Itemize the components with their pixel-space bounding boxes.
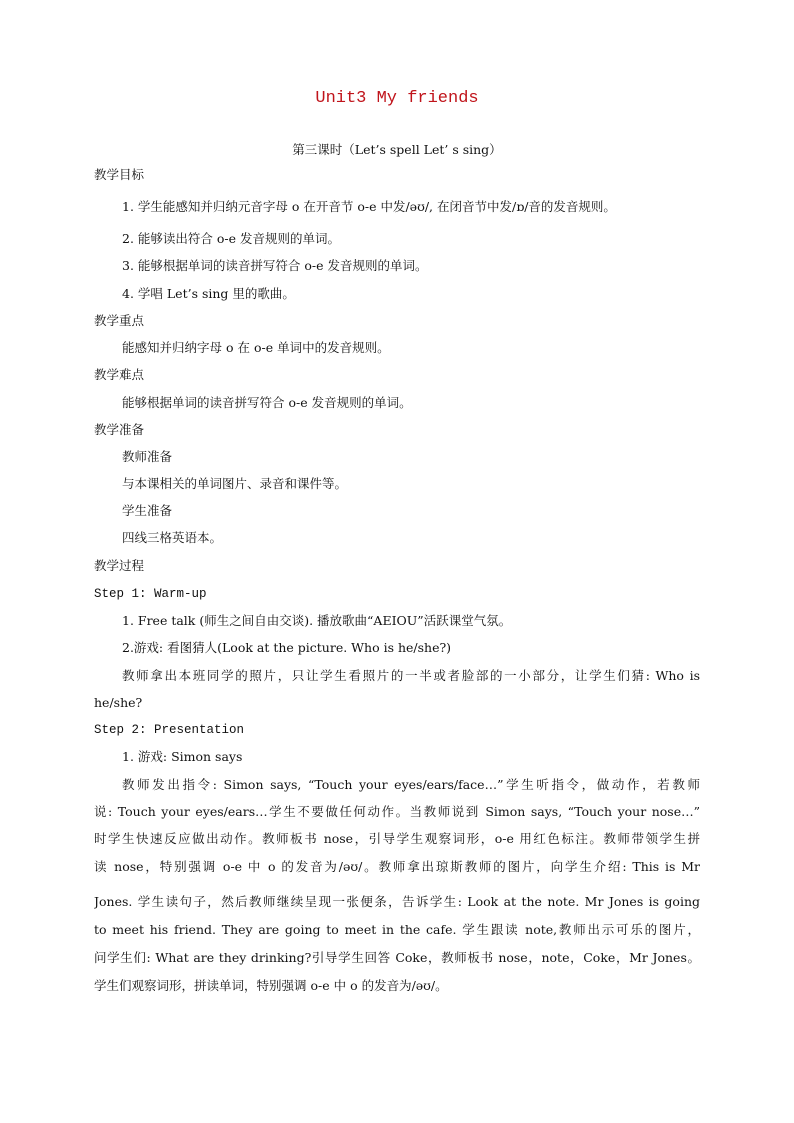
teacher-prep-text: 与本课相关的单词图片、录音和课件等。 xyxy=(122,476,348,491)
process-heading: 教学过程 xyxy=(94,558,145,573)
key-points-text: 能感知并归纳字母 o 在 o-e 单词中的发音规则。 xyxy=(122,340,390,355)
step2-paragraph-line: 读 nose，特别强调 o-e 中 o 的发音为/əʊ/。教师拿出琼斯教师的图片，向学生介绍: This is Mr xyxy=(94,859,700,874)
step1-item: 2.游戏: 看图猜人(Look at the picture. Who is he/she?) xyxy=(122,640,452,655)
step2-paragraph-line: 问学生们: What are they drinking?引导学生回答 Coke，教师板书 nose，note，Coke，Mr Jones。 xyxy=(94,950,700,965)
objective-item: 4. 学唱 Let’s sing 里的歌曲。 xyxy=(122,286,295,301)
preparation-heading: 教学准备 xyxy=(94,422,145,437)
objective-item: 2. 能够读出符合 o-e 发音规则的单词。 xyxy=(122,231,340,246)
step1-item: 1. Free talk (师生之间自由交谈). 播放歌曲“AEIOU”活跃课堂气氛。 xyxy=(122,613,512,628)
step1-paragraph-line: 教师拿出本班同学的照片，只让学生看照片的一半或者脸部的一小部分，让学生们猜: Who is xyxy=(122,668,700,683)
lesson-subtitle: 第三课时（Let’s spell Let’ s sing） xyxy=(292,142,502,157)
difficulties-text: 能够根据单词的读音拼写符合 o-e 发音规则的单词。 xyxy=(122,395,412,410)
step1-paragraph-line: he/she? xyxy=(94,695,143,710)
key-points-heading: 教学重点 xyxy=(94,313,145,328)
page-title: Unit3 My friends xyxy=(315,89,479,108)
step2-paragraph-line: 教师发出指令: Simon says, “Touch your eyes/ears/face…”学生听指令，做动作，若教师 xyxy=(122,777,700,792)
step1-title: Step 1: Warm-up xyxy=(94,587,207,601)
step2-paragraph-line: to meet his friend. They are going to meet in the cafe. 学生跟读 note,教师出示可乐的图片， xyxy=(94,922,700,937)
objective-item: 3. 能够根据单词的读音拼写符合 o-e 发音规则的单词。 xyxy=(122,258,428,273)
student-prep-label: 学生准备 xyxy=(122,503,173,518)
difficulties-heading: 教学难点 xyxy=(94,367,145,382)
objectives-heading: 教学目标 xyxy=(94,167,145,182)
step2-item: 1. 游戏: Simon says xyxy=(122,749,243,764)
step2-paragraph-line: 时学生快速反应做出动作。教师板书 nose，引导学生观察词形，o-e 用红色标注。教师带领学生拼 xyxy=(94,831,700,846)
step2-paragraph-line: 说: Touch your eyes/ears…学生不要做任何动作。当教师说到 Simon says, “Touch your nose…” xyxy=(94,804,700,819)
student-prep-text: 四线三格英语本。 xyxy=(122,530,223,545)
objective-item: 1. 学生能感知并归纳元音字母 o 在开音节 o-e 中发/əʊ/, 在闭音节中发/ɒ/音的发音规则。 xyxy=(122,199,616,214)
step2-title: Step 2: Presentation xyxy=(94,723,245,737)
teacher-prep-label: 教师准备 xyxy=(122,449,173,464)
step2-paragraph-line: Jones. 学生读句子，然后教师继续呈现一张便条，告诉学生: Look at the note. Mr Jones is going xyxy=(94,894,700,909)
step2-paragraph-line: 学生们观察词形，拼读单词，特别强调 o-e 中 o 的发音为/əʊ/。 xyxy=(94,978,448,993)
